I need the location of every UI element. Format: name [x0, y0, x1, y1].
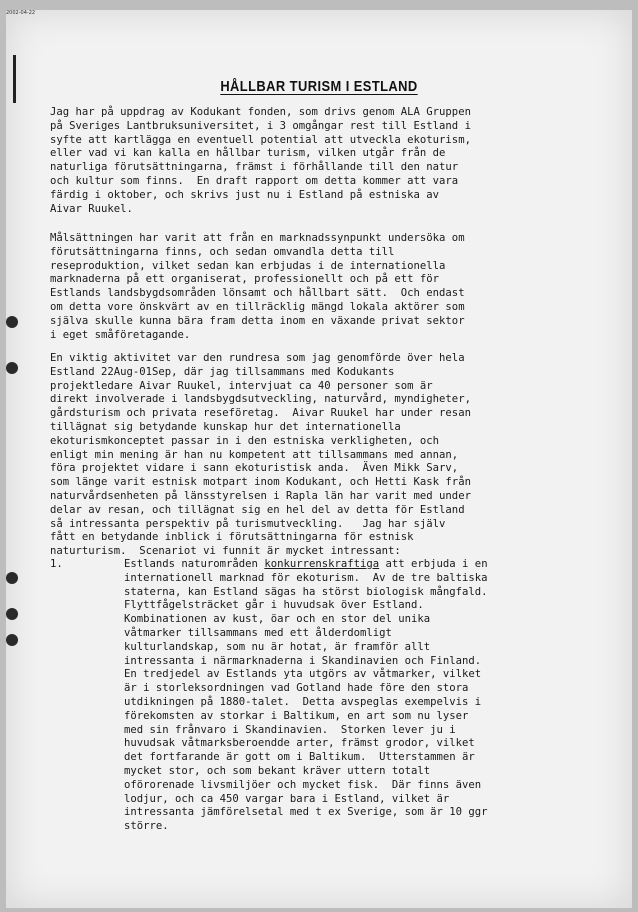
paragraph-intro: Jag har på uppdrag av Kodukant fonden, som drivs genom ALA Gruppen på Sveriges Lantbruksuniversitet, i 3 omgångar rest till Estland i syfte att kartlägga en eventuell potential att utveckla ekoturism, eller vad vi kan kalla en hållbar turism, vilken utgår från de naturliga förutsättningarna, främst i förhållande till den natur och kultur som finns. En draft rapport om detta kommer att vara färdig i oktober, och skrivs just nu i Estland på estniska av Aivar Ruukel. [50, 106, 471, 215]
list-item-text: Estlands naturområden konkurrenskraftiga att erbjuda i en internationell marknad för ekoturism. Av de tre baltiska staterna, kan Estland sägas ha störst biologisk mångfald. Flyttfågelsträcket går i huvudsak över Estland. Kombinationen av kust, öar och en stor del unika våtmarker tillsammans med ett ålderdomligt kulturlandskap, som nu är hotat, är framför allt intressanta i närmarknaderna i Skandinavien och Finland. En tredjedel av Estlands yta utgörs av våtmarker, vilket är i storleksordningen vad Gotland hade före den stora utdikningen på 1880-talet. Detta avspeglas exempelvis i förekomsten av storkar i Baltikum, en art som nu lyser med sin frånvaro i Skandinavien. Storken lever ju i huvudsak våtmarksberoendde arter, främst grodor, vilket det fortfarande är gott om i Baltikum. Utterstammen är mycket stor, och som bekant kräver uttern totalt oförorenade livsmiljöer och mycket fisk. Där finns även lodjur, och ca 450 vargar bara i Estland, vilket är intressanta jämförelsetal med t ex Sverige, som är 10 ggr större. [124, 558, 488, 833]
paragraph-activity: En viktig aktivitet var den rundresa som jag genomförde över hela Estland 22Aug-01Sep, där jag tillsammans med Kodukants projektledare Aivar Ruukel, intervjuat ca 40 personer som är direkt involverade i landsbygdsutveckling, naturvård, myndigheter, gårdsturism och privata reseföretag. Aivar Ruukel har under resan tillägnat sig betydande kunskap hur det internationella ekoturismkonceptet passar in i den estniska verkligheten, och enligt min mening är han nu kompetent att tillsammans med annan, föra projektet vidare i sann ekoturistisk anda. Även Mikk Sarv, som länge varit estnisk motpart inom Kodukant, och Hetti Kask från naturvårdsenheten på länsstyrelsen i Rapla län har varit med under delar av resan, och tillägnat sig en hel del av detta för Estland så intressanta perspektiv på turismutveckling. Jag har själv fått en betydande inblick i förutsättningarna för estnisk naturturism. Scenariot vi funnit är mycket intressant: [50, 352, 471, 558]
punch-hole [6, 572, 18, 584]
punch-hole [6, 316, 18, 328]
corner-date-label: 2002-04-22 [6, 10, 36, 16]
document-page [6, 10, 632, 908]
punch-hole [6, 634, 18, 646]
list-item-number: 1. [50, 558, 63, 570]
punch-hole [6, 362, 18, 374]
margin-mark [13, 55, 16, 103]
document-title: HÅLLBAR TURISM I ESTLAND [220, 78, 418, 95]
punch-hole [6, 608, 18, 620]
paragraph-goal: Målsättningen har varit att från en marknadssynpunkt undersöka om förutsättningarna finns, och sedan omvandla detta till reseproduktion, vilket sedan kan erbjudas i de internationella marknaderna på ett organiserat, professionellt och på ett för Estlands landsbygdsområden lönsamt och hållbart sätt. Och endast om detta vore önskvärt av en tillräcklig mängd lokala aktörer som själva skulle kunna bära fram detta inom en växande privat sektor i eget småföretagande. [50, 232, 465, 341]
